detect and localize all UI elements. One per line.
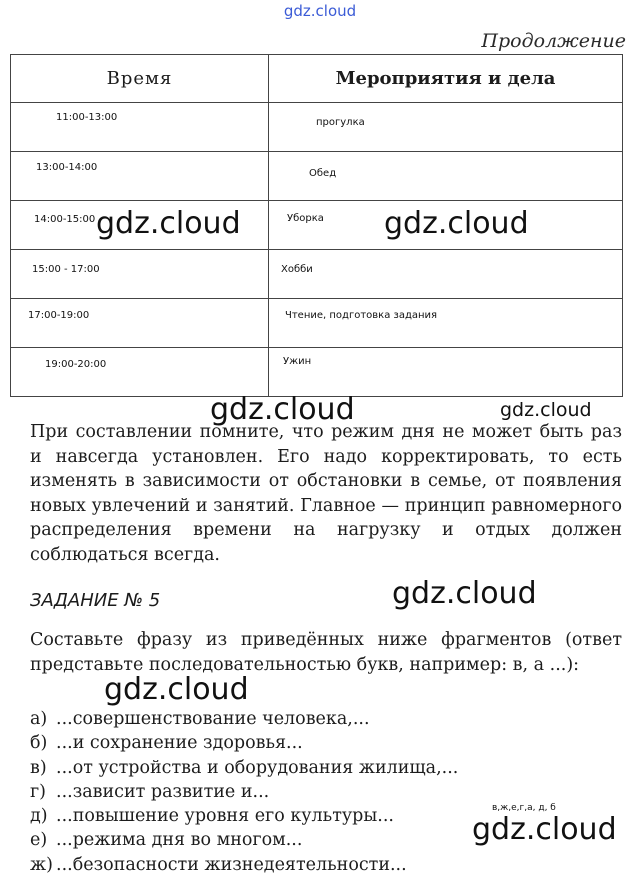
list-item	[30, 780, 458, 804]
list-item	[30, 756, 458, 780]
table-row	[11, 348, 623, 397]
task-title: ЗАДАНИЕ № 5	[30, 590, 161, 611]
time-cell	[11, 348, 269, 397]
list-item	[30, 853, 458, 877]
time-cell	[11, 103, 269, 152]
time-cell	[11, 250, 269, 299]
fragment-letter: в)	[30, 757, 47, 778]
fragment-letter: е)	[30, 830, 48, 851]
watermark: gdz.cloud	[96, 206, 241, 241]
body-paragraph: При составлении помните, что режим дня не может быть раз и навсегда установлен. Его надо корректировать, то есть изменять в зависимости от обстановки в семье, от появления новых увлечений и занятий. Главное — принцип равномерного распределения времени на нагрузку и отдых должен соблюдаться всегда.	[30, 422, 622, 565]
activity-value: Ужин	[283, 356, 312, 367]
list-item	[30, 804, 458, 828]
activity-value: Чтение, подготовка задания	[285, 310, 438, 321]
list-item	[30, 828, 458, 852]
fragment-letter: б)	[30, 733, 48, 754]
watermark: gdz.cloud	[392, 576, 537, 611]
time-value: 19:00-20:00	[45, 359, 107, 370]
table-row	[11, 103, 623, 152]
activity-cell	[269, 299, 623, 348]
activity-value: Хобби	[281, 264, 313, 275]
activity-cell	[269, 348, 623, 397]
watermark: gdz.cloud	[472, 812, 617, 847]
answer-text: в,ж,е,г,а, д, б	[492, 803, 556, 813]
watermark: gdz.cloud	[210, 392, 355, 427]
activity-value: прогулка	[316, 117, 365, 128]
activity-cell	[269, 152, 623, 201]
continued-label: Продолжение	[481, 30, 626, 52]
table-row	[11, 299, 623, 348]
table-header-row	[11, 55, 623, 103]
time-cell	[11, 299, 269, 348]
fragment-text: ...зависит развитие и...	[56, 781, 270, 802]
time-value: 11:00-13:00	[56, 112, 118, 123]
fragment-text: ...режима дня во многом...	[56, 830, 303, 851]
time-value: 15:00 - 17:00	[32, 264, 100, 275]
fragment-text: ...от устройства и оборудования жилища,...	[56, 757, 459, 778]
activity-value: Уборка	[287, 213, 324, 224]
list-item	[30, 707, 458, 731]
fragment-letter: ж)	[30, 854, 53, 875]
table-row	[11, 152, 623, 201]
watermark-top: gdz.cloud	[283, 2, 357, 20]
activity-cell	[269, 103, 623, 152]
task-instruction: Составьте фразу из приведённых ниже фрагментов (ответ представьте последовательностью букв, например: в, а ...):	[30, 630, 622, 675]
fragment-letter: г)	[30, 781, 46, 802]
header-activities: Мероприятия и дела	[269, 55, 623, 103]
list-item	[30, 731, 458, 755]
fragment-letter: а)	[30, 709, 48, 729]
fragment-text: ...повышение уровня его культуры...	[56, 806, 394, 827]
time-value: 17:00-19:00	[28, 310, 90, 321]
time-value: 13:00-14:00	[36, 162, 98, 173]
table-row	[11, 250, 623, 299]
header-time: Время	[11, 55, 269, 103]
watermark: gdz.cloud	[104, 672, 249, 707]
watermark: gdz.cloud	[384, 206, 529, 241]
activity-cell	[269, 250, 623, 299]
time-cell	[11, 152, 269, 201]
time-value: 14:00-15:00	[34, 214, 96, 225]
fragment-list	[30, 707, 458, 877]
fragment-text: ...безопасности жизнедеятельности...	[56, 854, 407, 875]
fragment-text: ...и сохранение здоровья...	[56, 733, 303, 754]
activity-value: Обед	[309, 168, 337, 179]
fragment-text: ...совершенствование человека,...	[56, 709, 370, 729]
fragment-letter: д)	[30, 806, 48, 827]
watermark: gdz.cloud	[500, 399, 592, 421]
